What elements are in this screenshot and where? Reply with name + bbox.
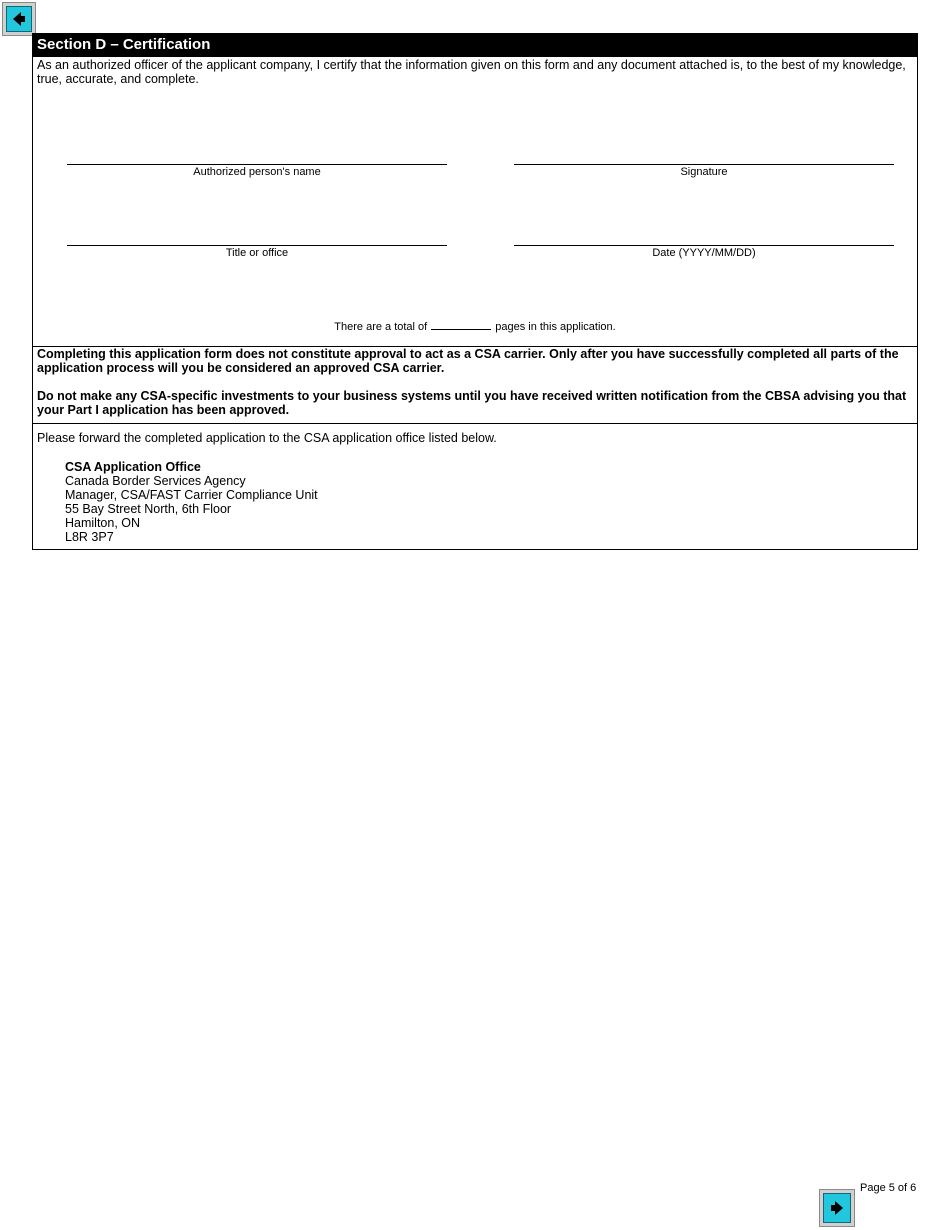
address-city: Hamilton, ON [65,516,141,530]
total-pages-line [33,320,917,333]
forward-instruction: Please forward the completed application to the CSA application office listed below. [37,431,497,445]
certification-statement: As an authorized officer of the applicant company, I certify that the information given on this form and any document attached is, to the best of my knowledge, true, accurate, and complete. [37,58,906,86]
total-pages-input[interactable] [431,320,491,330]
section-title: Section D – Certification [33,34,917,57]
notice-block [33,346,917,423]
notice-approval: Completing this application form does not constitute approval to act as a CSA carrier. Only after you have successfully completed all parts of the application process will you be considered an approved CSA carrier. [37,347,899,375]
total-pages-prefix: There are a total of [334,321,428,333]
mailing-address [65,460,318,544]
next-page-button[interactable] [819,1189,855,1227]
address-agency: Canada Border Services Agency [65,474,246,488]
title-office-label: Title or office [225,247,289,259]
notice-investments: Do not make any CSA-specific investments to your business systems until you have received written notification from the CBSA advising you that your Part I application has been approved. [37,389,907,417]
date-field[interactable] [514,245,894,259]
forward-block [33,423,917,549]
title-office-field[interactable] [67,245,447,259]
certification-block [33,57,917,346]
total-pages-suffix: pages in this application. [495,321,616,333]
address-street: 55 Bay Street North, 6th Floor [65,502,232,516]
address-postal: L8R 3P7 [65,530,114,544]
arrow-left-icon [12,11,26,27]
previous-page-button[interactable] [2,2,36,36]
authorized-name-field[interactable] [67,164,447,178]
certification-form [32,33,918,550]
address-unit: Manager, CSA/FAST Carrier Compliance Unit [65,488,318,502]
previous-page-button-face [6,6,32,32]
date-label: Date (YYYY/MM/DD) [652,247,756,259]
page-number: Page 5 of 6 [860,1182,917,1194]
next-page-button-face [823,1193,851,1223]
signature-field[interactable] [514,164,894,178]
address-office: CSA Application Office [65,460,201,474]
signature-label: Signature [680,166,728,178]
authorized-name-label: Authorized person's name [193,166,321,178]
arrow-right-icon [830,1200,844,1216]
